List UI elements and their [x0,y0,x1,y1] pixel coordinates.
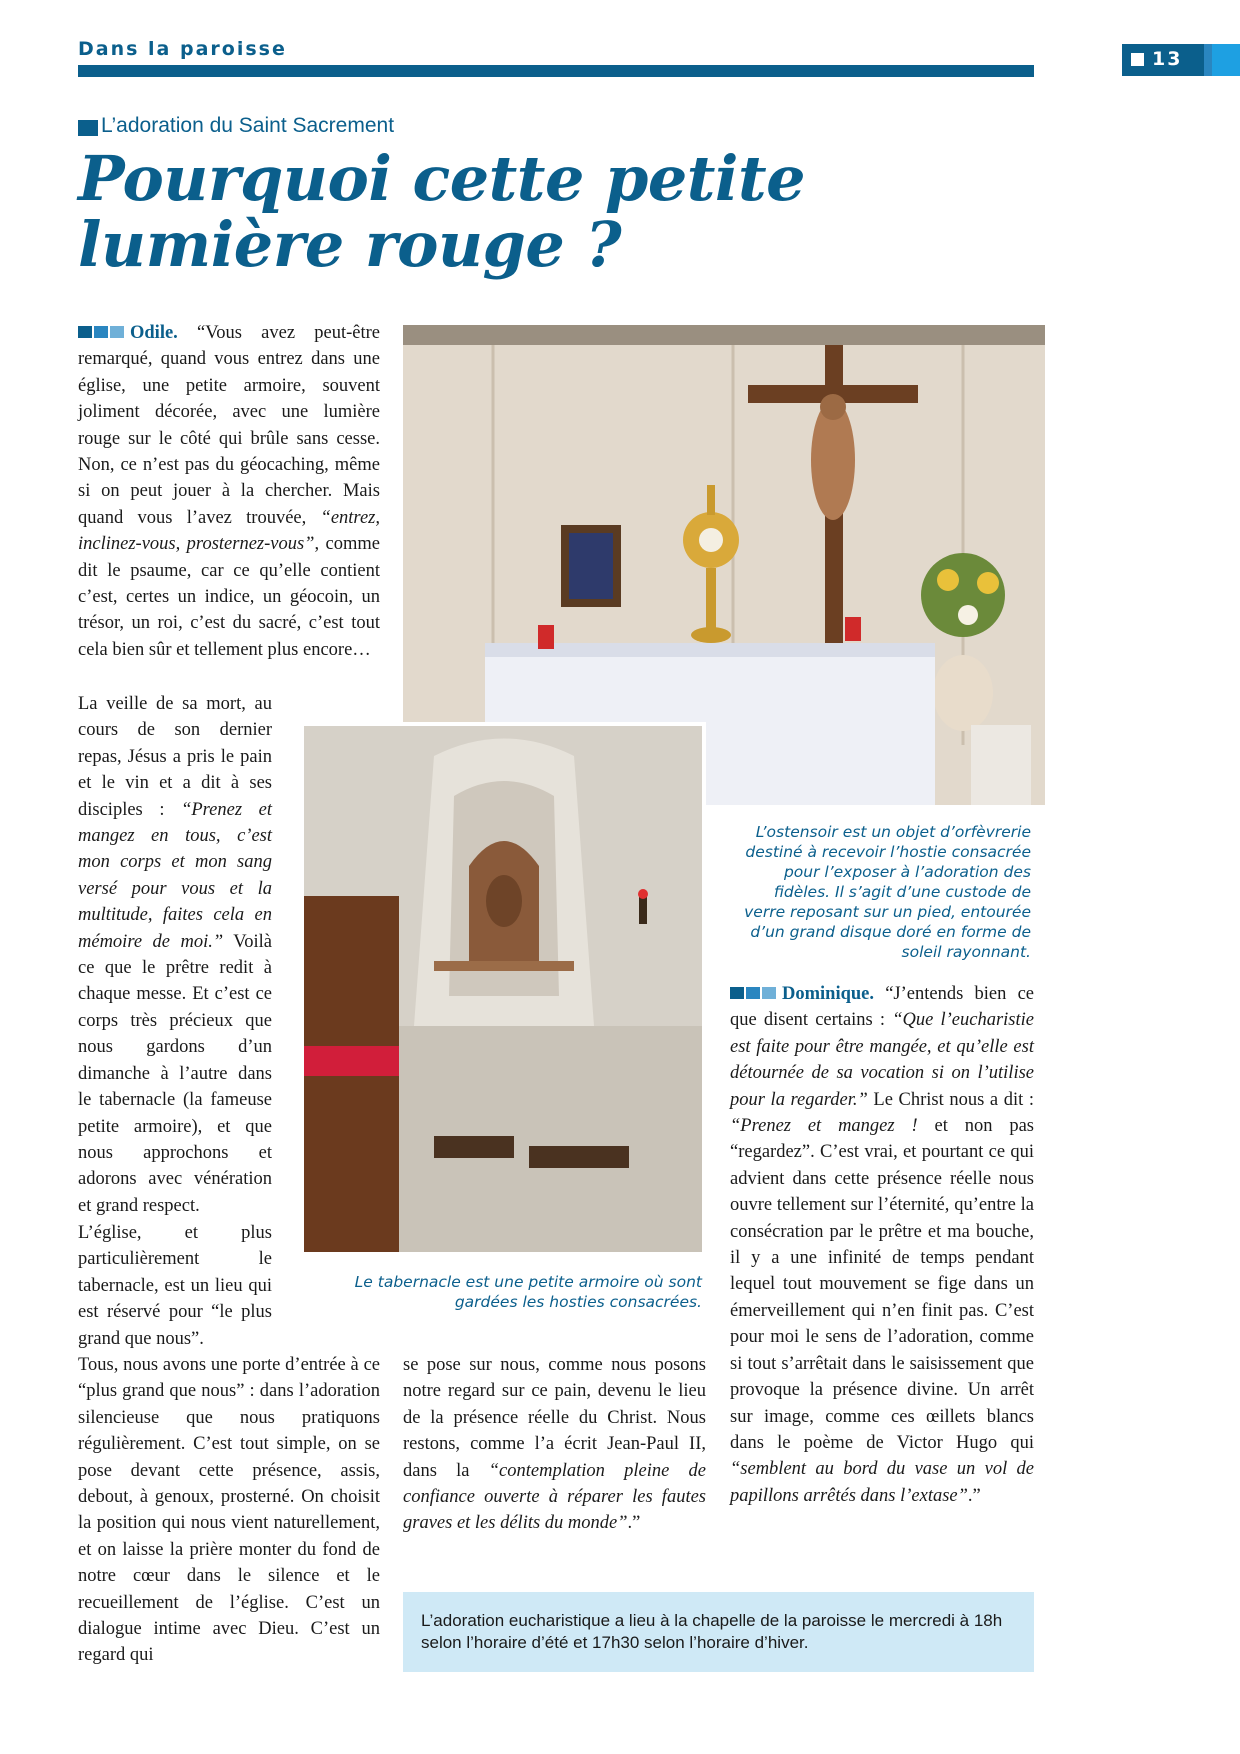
odile-paragraph-1: Odile. “Vous avez peut-être remarqué, quand vous entrez dans une église, une petite armoire, souvent joliment décorée, avec une lumière rouge sur le côté qui brûle sans cesse. Non, ce n’est pas du géocaching, même si on peut jouer à la chercher. Mais quand vous l’avez trouvée, “entrez, inclinez-vous, prosternez-vous”, comme dit le psaume, car ce qu’elle contient c’est, certes un indice, un géocoin, un trésor, un roi, c’est du sacré, c’est tout cela bien sûr et tellement plus encore… [78,320,380,663]
header-rule [78,65,1034,77]
page-number: 13 [1152,48,1183,70]
article-title: Pourquoi cette petite lumière rouge ? [78,142,806,281]
section-label: Dans la paroisse [78,38,287,60]
ostensoir-caption: L’ostensoir est un objet d’orfèvrerie destiné à recevoir l’hostie consacrée pour l’exposer à l’adoration des fidèles. Il s’agit d’une custode de verre reposant sur un pied, entourée d’un grand disque doré en forme de soleil rayonnant. [744,823,1031,961]
tabernacle-caption: Le tabernacle est une petite armoire où sont gardées les hosties consacrées. [354,1273,702,1311]
square-icon [78,120,98,136]
bullet-squares-icon [78,320,126,346]
odile-paragraph-5: se pose sur nous, comme nous posons notre regard sur ce pain, devenu le lieu de la présence réelle du Christ. Nous restons, comme l’a écrit Jean-Paul II, dans la “contemplation pleine de confiance ouverte à réparer les fautes graves et les délits du monde”.” [403,1355,706,1534]
article-kicker: L’adoration du Saint Sacrement [101,114,395,137]
info-box-text: L’adoration eucharistique a lieu à la chapelle de la paroisse le mercredi à 18h selon l’horaire d’été et 17h30 selon l’horaire d’hiver. [421,1611,1003,1652]
odile-paragraph-2: La veille de sa mort, au cours de son dernier repas, Jésus a pris le pain et le vin et a dit à ses disciples : “Prenez et mangez en tous, c’est mon corps et mon sang versé pour vous et la multitude, faites cela en mémoire de moi.” Voilà ce que le prêtre redit à chaque messe. Et c’est ce corps très précieux que nous gardons d’un dimanche à l’autre dans le tabernacle (la fameuse petite armoire), et que nous approchons et adorons avec vénération et grand respect. [78,694,273,1216]
info-box [403,1592,1034,1672]
tabernacle-photo [300,722,706,1256]
odile-paragraph-4: Tous, nous avons une porte d’entrée à ce “plus grand que nous” : dans l’adoration silencieuse que nous pratiquons régulièrement. C’est tout simple, on se pose devant cette présence, assis, debout, à genoux, prosterné. On choisit la position qui nous vient naturellement, et on laisse la prière monter du fond de notre cœur dans le silence et le recueillement de l’église. C’est un dialogue intime avec Dieu. C’est un regard qui [78,1355,380,1666]
odile-byline: Odile. [130,323,178,343]
bullet-squares-icon [730,981,778,1007]
dominique-paragraph: Dominique. “J’entends bien ce que disent certains : “Que l’eucharistie est faite pour être mangée, et qu’elle est détournée de sa vocation si on l’utilise pour la regarder.” Le Christ nous a dit : “Prenez et mangez ! et non pas “regardez”. C’est vrai, et pourtant ce qui advient dans cette présence réelle nous ouvre tellement sur l’éternité, qu’entre la consécration par le prêtre et ma bouche, il y a une infinité de temps pendant lequel tout mouvement se fige dans un émerveillement qui n’en finit pas. C’est pour moi le sens de l’adoration, comme si tout s’arrêtait dans le saisissement que provoque la présence divine. Un arrêt sur image, comme ces œillets blancs dans le poème de Victor Hugo qui “semblent au bord du vase un vol de papillons arrêtés dans l’extase”.” [730,981,1034,1509]
page-badge [1122,44,1240,76]
dominique-byline: Dominique. [782,984,875,1004]
odile-paragraph-3: L’église, et plus particulièrement le tabernacle, est un lieu qui est réservé pour “le plus grand que nous”. [78,1223,272,1349]
square-icon [1131,53,1144,66]
